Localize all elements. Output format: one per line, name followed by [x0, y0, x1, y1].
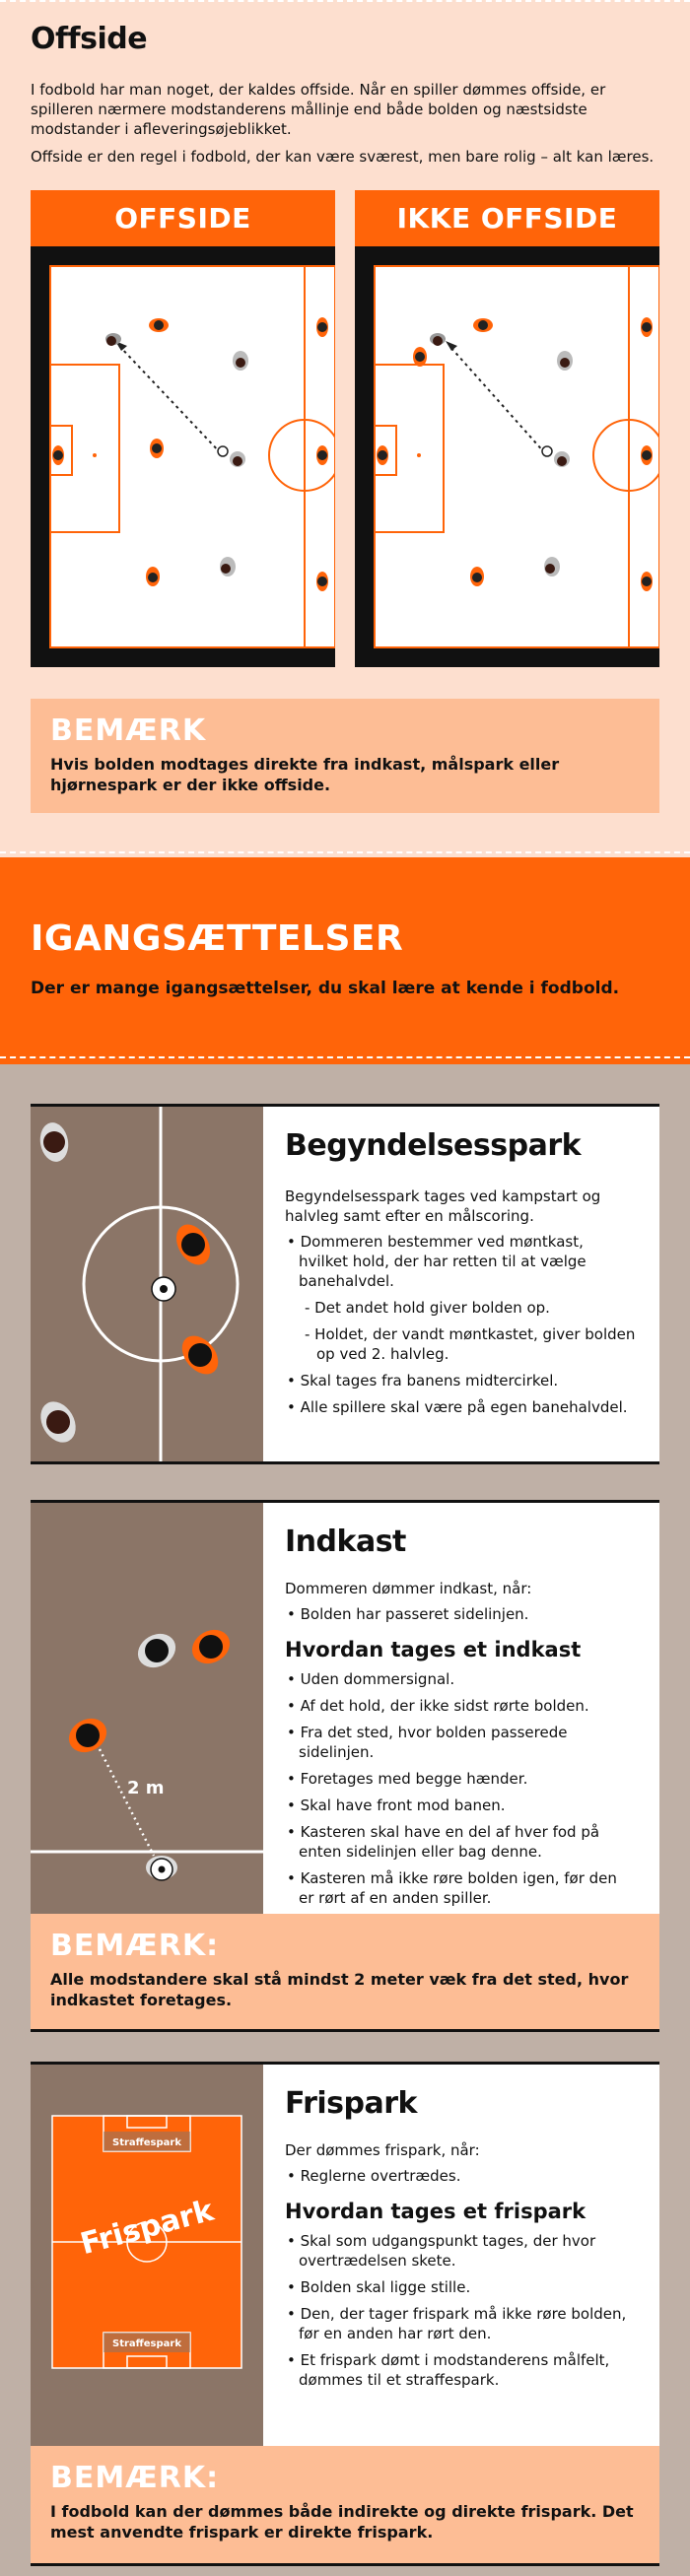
- offside-intro-paragraph-1: I fodbold har man noget, der kaldes offside. Når en spiller dømmes offside, er spilleren nærmere modstanderens mållinje end både bolden og næstsidste modstander i afleveringsøjeblikket.: [31, 81, 606, 138]
- list-item: - Holdet, der vandt møntkastet, giver bolden op ved 2. halvleg.: [305, 1325, 636, 1363]
- throw-in-intro: Dommeren dømmer indkast, når:: [285, 1580, 532, 1597]
- offside-diagrams: [31, 190, 659, 667]
- free-kick-image-label: Frispark: [76, 2193, 218, 2263]
- free-kick-subtitle: Hvordan tages et frispark: [285, 2200, 586, 2223]
- dashed-divider-top: [0, 0, 690, 2]
- list-item: • Bolden skal ligge stille.: [287, 2278, 471, 2296]
- free-kick-title: Frispark: [285, 2086, 417, 2121]
- offside-diagram: [31, 190, 335, 667]
- kickoff-content: [263, 1107, 659, 1461]
- kickoff-illustration: [31, 1107, 263, 1461]
- list-item: • Foretages med begge hænder.: [287, 1770, 528, 1788]
- list-item: • Fra det sted, hvor bolden passerede sidelinjen.: [287, 1724, 568, 1761]
- list-item: • Uden dommersignal.: [287, 1670, 455, 1688]
- list-item: • Et frispark dømt i modstanderens målfelt, dømmes til et straffespark.: [287, 2351, 610, 2389]
- throw-in-title: Indkast: [285, 1525, 406, 1559]
- not-offside-pitch-illustration: [355, 246, 659, 667]
- list-item: • Kasteren må ikke røre bolden igen, før den er rørt af en anden spiller.: [287, 1869, 617, 1907]
- list-item: • Kasteren skal have en del af hver fod på enten sidelinjen eller bag denne.: [287, 1823, 600, 1861]
- not-offside-diagram: [355, 190, 659, 667]
- free-kick-note: [31, 2446, 659, 2566]
- kickoff-title: Begyndelsesspark: [285, 1128, 582, 1163]
- list-item: - Det andet hold giver bolden op.: [305, 1299, 550, 1317]
- offside-intro-paragraph-2: Offside er den regel i fodbold, der kan være sværest, men bare rolig – alt kan læres.: [31, 148, 655, 166]
- not-offside-diagram-label: IKKE OFFSIDE: [355, 190, 659, 246]
- throw-in-card: [31, 1500, 659, 1914]
- kickoff-card: [31, 1104, 659, 1464]
- offside-intro: [31, 80, 659, 167]
- throw-in-subtitle: Hvordan tages et indkast: [285, 1638, 582, 1661]
- free-kick-content: [263, 2065, 659, 2446]
- throw-in-note: [31, 1914, 659, 2032]
- dashed-divider: [0, 1056, 690, 1058]
- free-kick-illustration: [31, 2065, 263, 2446]
- free-kick-list: [285, 2231, 636, 2390]
- igangsaettelser-section: [0, 857, 690, 1064]
- kickoff-list: [285, 1232, 636, 1417]
- free-kick-card: [31, 2062, 659, 2446]
- offside-section: [0, 0, 690, 857]
- throw-in-illustration: [31, 1503, 263, 1914]
- penalty-box-label-top: Straffespark: [112, 2137, 181, 2148]
- note-title: BEMÆRK:: [50, 1929, 220, 1963]
- list-item: • Reglerne overtrædes.: [287, 2167, 461, 2185]
- dashed-divider-bottom: [0, 851, 690, 853]
- offside-diagram-label: OFFSIDE: [31, 190, 335, 246]
- list-item: • Bolden har passeret sidelinjen.: [287, 1605, 529, 1623]
- list-item: • Skal tages fra banens midtercirkel.: [287, 1372, 559, 1390]
- igangsaettelser-subtitle: Der er mange igangsættelser, du skal lære at kende i fodbold.: [31, 979, 620, 998]
- throw-in-list: [285, 1669, 636, 1908]
- throw-in-content: [263, 1503, 659, 1914]
- list-item: • Den, der tager frispark må ikke røre bolden, før en anden har rørt den.: [287, 2305, 627, 2342]
- distance-label: 2 m: [127, 1778, 165, 1798]
- kickoff-intro: Begyndelsesspark tages ved kampstart og halvleg samt efter en målscoring.: [285, 1187, 601, 1225]
- free-kick-intro: Der dømmes frispark, når:: [285, 2141, 480, 2159]
- list-item: • Alle spillere skal være på egen banehalvdel.: [287, 1398, 628, 1416]
- offside-note: [31, 699, 659, 813]
- note-title: BEMÆRK:: [50, 2461, 220, 2495]
- list-item: • Skal have front mod banen.: [287, 1796, 506, 1814]
- igangsaettelser-title: IGANGSÆTTELSER: [31, 918, 404, 959]
- penalty-box-label-bottom: Straffespark: [112, 2339, 181, 2349]
- offside-title: Offside: [31, 22, 148, 56]
- note-text: Hvis bolden modtages direkte fra indkast, målspark eller hjørnespark er der ikke offside.: [50, 755, 560, 794]
- list-item: • Skal som udgangspunkt tages, der hvor overtrædelsen skete.: [287, 2232, 596, 2270]
- offside-pitch-illustration: [31, 246, 335, 667]
- note-text: Alle modstandere skal stå mindst 2 meter væk fra det sted, hvor indkastet foretages.: [50, 1970, 629, 2009]
- list-item: • Dommeren bestemmer ved møntkast, hvilket hold, der har retten til at vælge banehalvdel.: [287, 1233, 586, 1290]
- note-text: I fodbold kan der dømmes både indirekte og direkte frispark. Det mest anvendte frispark er direkte frispark.: [50, 2502, 634, 2542]
- list-item: • Af det hold, der ikke sidst rørte bolden.: [287, 1697, 589, 1715]
- rules-section: [0, 1064, 690, 2576]
- note-title: BEMÆRK: [50, 713, 207, 748]
